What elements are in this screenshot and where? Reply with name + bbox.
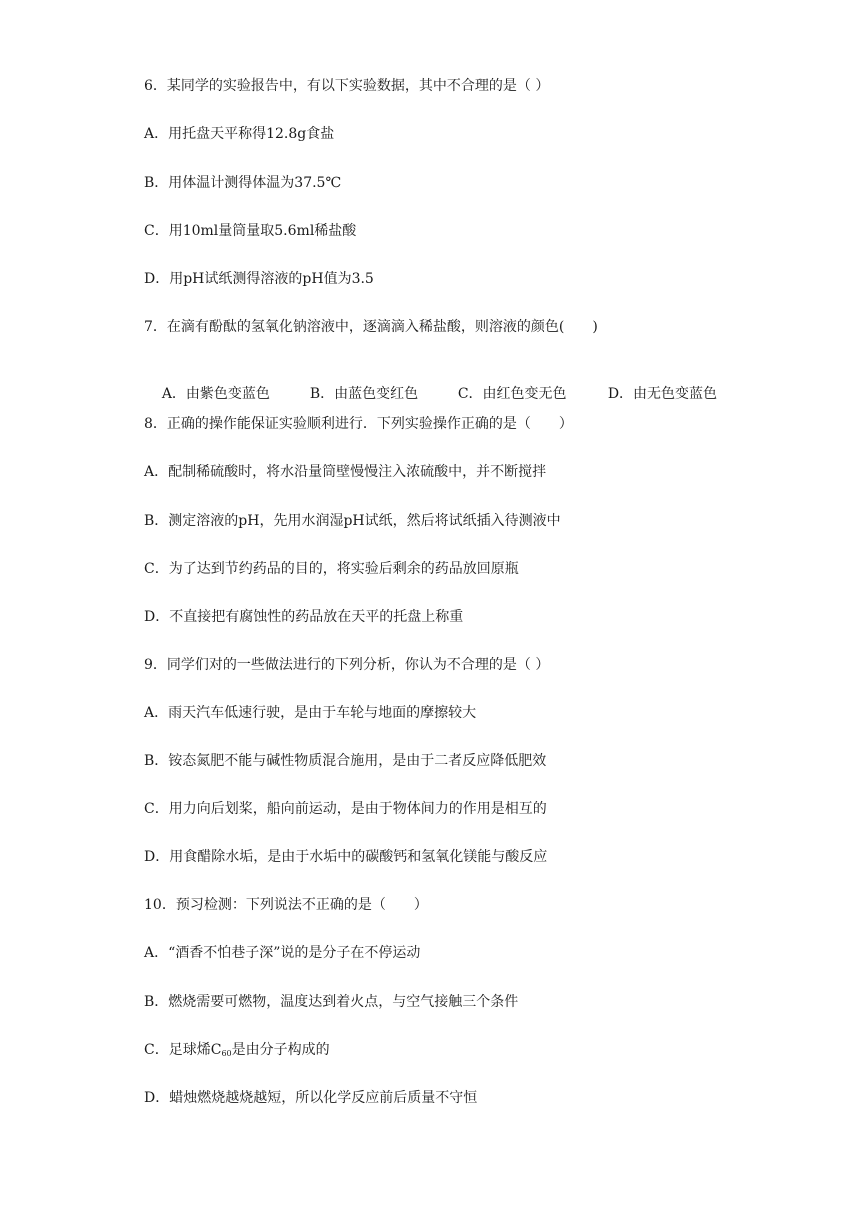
question-6-stem: 6．某同学的实验报告中，有以下实验数据，其中不合理的是（ ） bbox=[144, 78, 550, 94]
question-9-option-d: D．用食醋除水垢，是由于水垢中的碳酸钙和氢氧化镁能与酸反应 bbox=[144, 849, 548, 865]
question-10-option-c-prefix: C．足球烯C bbox=[144, 1042, 222, 1058]
question-8-stem: 8．正确的操作能保证实验顺利进行．下列实验操作正确的是（ ） bbox=[144, 416, 573, 432]
question-6-option-a: A．用托盘天平称得12.8g食盐 bbox=[144, 126, 335, 142]
question-10-option-c bbox=[144, 1041, 330, 1059]
question-8-option-d: D．不直接把有腐蚀性的药品放在天平的托盘上称重 bbox=[144, 609, 464, 625]
question-7-option-a: A．由紫色变蓝色 bbox=[161, 386, 270, 402]
question-7-options bbox=[144, 367, 717, 421]
question-9-option-a: A．雨天汽车低速行驶，是由于车轮与地面的摩擦较大 bbox=[144, 705, 477, 721]
question-7-option-b: B．由蓝色变红色 bbox=[309, 386, 419, 402]
question-6-option-b: B．用体温计测得体温为37.5℃ bbox=[144, 175, 342, 191]
question-9-option-c: C．用力向后划桨，船向前运动，是由于物体间力的作用是相互的 bbox=[144, 801, 547, 817]
question-10-stem: 10．预习检测：下列说法不正确的是（ ） bbox=[144, 897, 428, 913]
question-10-option-c-suffix: 是由分子构成的 bbox=[231, 1042, 330, 1058]
question-10-option-d: D．蜡烛燃烧越烧越短，所以化学反应前后质量不守恒 bbox=[144, 1090, 478, 1106]
question-9-option-b: B．铵态氮肥不能与碱性物质混合施用，是由于二者反应降低肥效 bbox=[144, 753, 547, 769]
question-10-option-a: A．“酒香不怕巷子深”说的是分子在不停运动 bbox=[144, 945, 421, 961]
question-10-option-b: B．燃烧需要可燃物，温度达到着火点，与空气接触三个条件 bbox=[144, 994, 519, 1010]
question-6-option-c: C．用10ml量筒量取5.6ml稀盐酸 bbox=[144, 223, 357, 239]
question-7-option-d: D．由无色变蓝色 bbox=[607, 386, 718, 402]
question-8-option-a: A．配制稀硫酸时，将水沿量筒壁慢慢注入浓硫酸中，并不断搅拌 bbox=[144, 464, 547, 480]
question-10-option-c-subscript: 60 bbox=[221, 1049, 232, 1058]
question-6-option-d: D．用pH试纸测得溶液的pH值为3.5 bbox=[144, 271, 374, 287]
question-9-stem: 9．同学们对的一些做法进行的下列分析，你认为不合理的是（ ） bbox=[144, 657, 550, 673]
question-8-option-b: B．测定溶液的pH，先用水润湿pH试纸，然后将试纸插入待测液中 bbox=[144, 513, 561, 529]
question-7-stem: 7．在滴有酚酞的氢氧化钠溶液中，逐滴滴入稀盐酸，则溶液的颜色( ) bbox=[144, 319, 598, 335]
question-7-option-c: C．由红色变无色 bbox=[457, 386, 567, 402]
question-8-option-c: C．为了达到节约药品的目的，将实验后剩余的药品放回原瓶 bbox=[144, 561, 519, 577]
